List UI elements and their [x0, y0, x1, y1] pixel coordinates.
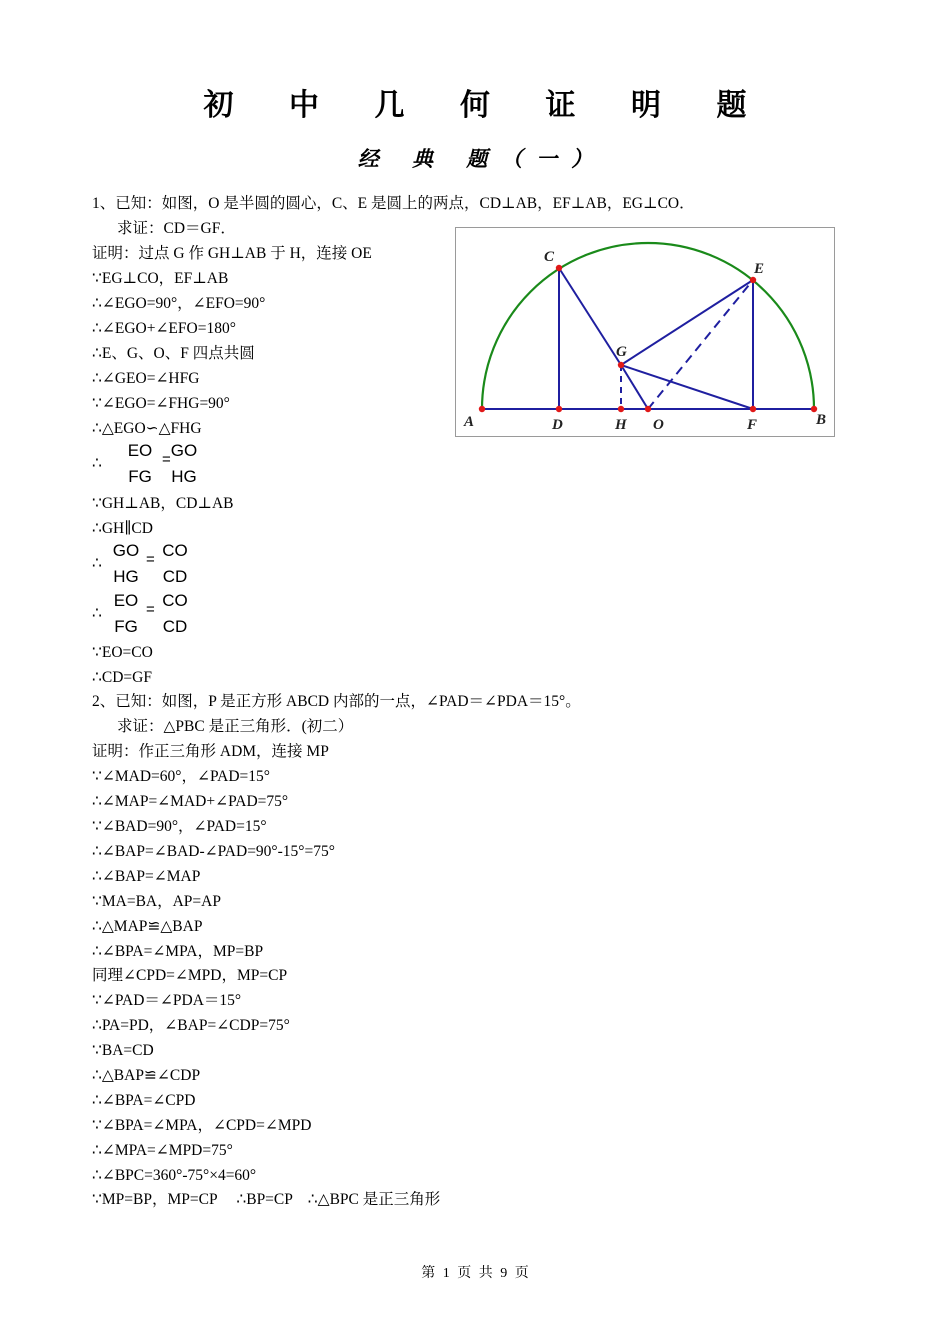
p1-proportion-2 [92, 538, 292, 590]
equals-sign: = [146, 551, 155, 568]
fraction-right [155, 538, 195, 590]
segment-CG [559, 268, 621, 365]
label-F: F [747, 417, 758, 433]
p2-step-13: ∵BA=CD [92, 1042, 154, 1059]
p2-step-14: ∴△BAP≌∠CDP [92, 1067, 201, 1084]
p1-step-6: ∴∠GEO=∠HFG [92, 370, 200, 387]
p2-step-2: ∵∠MAD=60°，∠PAD=15° [92, 768, 270, 785]
problem2-given: 2、已知：如图，P 是正方形 ABCD 内部的一点，∠PAD＝∠PDA＝15°。 [92, 693, 581, 710]
therefore-symbol: ∴ [92, 555, 102, 572]
denominator: HG [113, 567, 139, 586]
label-E: E [754, 261, 765, 277]
p2-step-1: 证明：作正三角形 ADM，连接 MP [92, 743, 329, 760]
label-B: B [816, 412, 827, 428]
denominator: FG [114, 617, 138, 636]
point-H [618, 406, 624, 412]
p1-step-7: ∵∠EGO=∠FHG=90° [92, 395, 230, 412]
p2-step-8: ∴△MAP≌△BAP [92, 918, 203, 935]
segment-EG [621, 280, 753, 365]
fraction-left [106, 538, 146, 590]
semicircle-arc [482, 243, 814, 409]
p1-step-11: ∵EO=CO [92, 644, 153, 661]
p2-step-11: ∵∠PAD＝∠PDA＝15° [92, 992, 242, 1009]
p2-step-5: ∴∠BAP=∠BAD-∠PAD=90°-15°=75° [92, 843, 335, 860]
problem1-given: 1、已知：如图，O 是半圆的圆心，C、E 是圆上的两点，CD⊥AB，EF⊥AB，EG⊥CO． [92, 195, 695, 212]
denominator: FG [128, 467, 152, 486]
denominator: CD [162, 567, 188, 586]
label-D: D [552, 417, 563, 433]
p2-step-7: ∵MA=BA，AP=AP [92, 893, 221, 910]
p1-step-8: ∴△EGO∽△FHG [92, 420, 202, 437]
denominator: CD [162, 617, 188, 636]
p1-proportion-1 [92, 438, 292, 490]
numerator: CO [162, 591, 188, 610]
problem2-prove: 求证：△PBC 是正三角形．(初二） [117, 718, 354, 735]
label-H: H [615, 417, 627, 433]
p2-step-18: ∴∠BPC=360°-75°×4=60° [92, 1167, 257, 1184]
denominator: HG [171, 467, 197, 486]
p1-step-3: ∴∠EGO=90°，∠EFO=90° [92, 295, 266, 312]
p2-step-12: ∴PA=PD，∠BAP=∠CDP=75° [92, 1017, 290, 1034]
p1-step-9: ∵GH⊥AB，CD⊥AB [92, 495, 234, 512]
fraction-left [106, 588, 146, 640]
fraction-right [155, 588, 195, 640]
therefore-symbol: ∴ [92, 455, 102, 472]
p2-step-17: ∴∠MPA=∠MPD=75° [92, 1142, 233, 1159]
label-A: A [464, 414, 475, 430]
equals-sign: = [146, 601, 155, 618]
problem1-prove: 求证：CD＝GF． [117, 220, 236, 237]
p1-proportion-3 [92, 588, 292, 640]
point-A [479, 406, 485, 412]
p2-step-6: ∴∠BAP=∠MAP [92, 868, 201, 885]
label-O: O [653, 417, 664, 433]
p2-step-4: ∵∠BAD=90°，∠PAD=15° [92, 818, 267, 835]
page-footer: 第 1 页 共 9 页 [421, 1266, 529, 1281]
section-subtitle: 经 典 题（一） [357, 147, 607, 171]
p1-step-10: ∴GH∥CD [92, 520, 153, 537]
semicircle-diagram [456, 228, 834, 436]
equals-sign: = [162, 451, 171, 468]
p1-step-4: ∴∠EGO+∠EFO=180° [92, 320, 236, 337]
fraction-right [164, 438, 204, 490]
p2-step-19: ∵MP=BP，MP=CP ∴BP=CP ∴△BPC 是正三角形 [92, 1191, 441, 1208]
numerator: EO [127, 441, 153, 460]
label-C: C [544, 249, 555, 265]
numerator: EO [113, 591, 139, 610]
numerator: GO [112, 541, 140, 560]
p1-step-1: 证明：过点 G 作 GH⊥AB 于 H，连接 OE [92, 245, 372, 262]
point-O [645, 406, 651, 412]
point-C [556, 265, 562, 271]
label-G: G [616, 344, 627, 360]
p1-step-2: ∵EG⊥CO，EF⊥AB [92, 270, 229, 287]
p2-step-9: ∴∠BPA=∠MPA，MP=BP [92, 943, 264, 960]
p1-step-5: ∴E、G、O、F 四点共圆 [92, 345, 255, 362]
p2-step-16: ∵∠BPA=∠MPA，∠CPD=∠MPD [92, 1117, 312, 1134]
therefore-symbol: ∴ [92, 605, 102, 622]
p2-step-10: 同理∠CPD=∠MPD，MP=CP [92, 967, 288, 984]
point-G [618, 362, 624, 368]
document-title: 初 中 几 何 证 明 题 [203, 89, 771, 122]
p2-step-3: ∴∠MAP=∠MAD+∠PAD=75° [92, 793, 289, 810]
numerator: CO [162, 541, 188, 560]
point-F [750, 406, 756, 412]
point-D [556, 406, 562, 412]
numerator: GO [170, 441, 198, 460]
p1-step-12: ∴CD=GF [92, 669, 152, 686]
segment-GF [621, 365, 753, 409]
p2-step-15: ∴∠BPA=∠CPD [92, 1092, 196, 1109]
fraction-left [120, 438, 160, 490]
geometry-figure [455, 227, 835, 437]
point-E [750, 277, 756, 283]
segment-OE-dashed [648, 280, 753, 409]
